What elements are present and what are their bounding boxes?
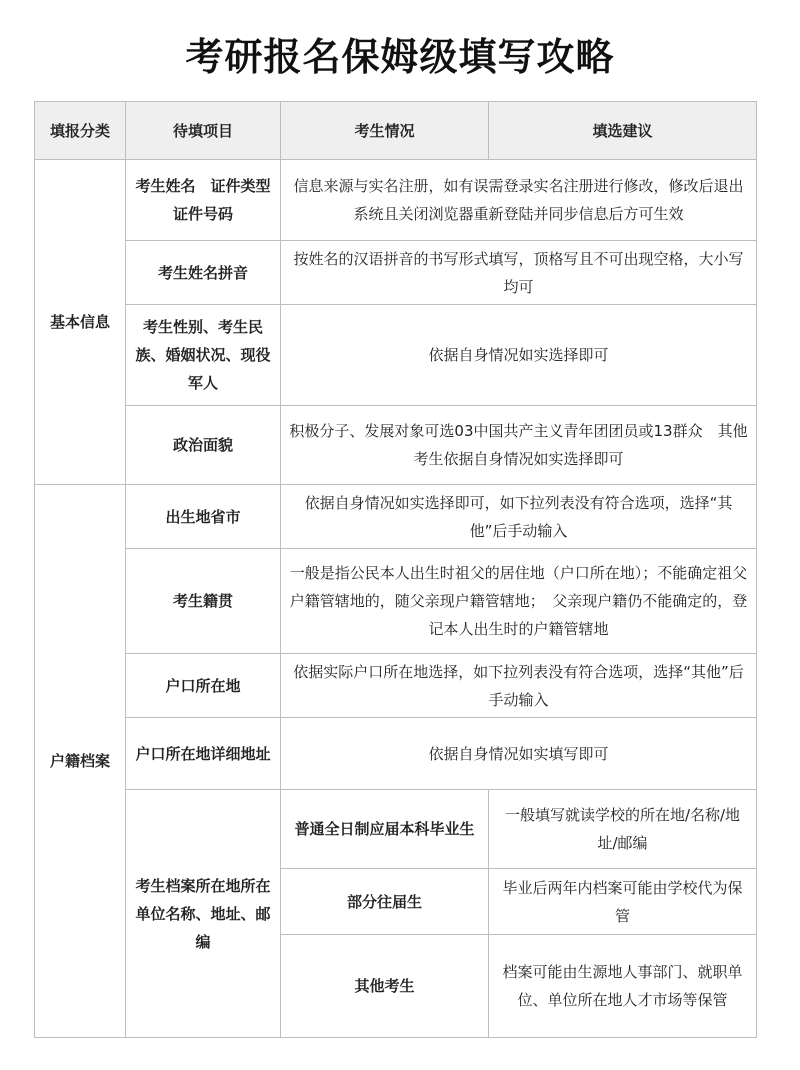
table-row [35,549,757,654]
table-row [35,160,757,241]
desc-name-pinyin: 按姓名的汉语拼音的书写形式填写，顶格写且不可出现空格，大小写均可 [281,241,757,305]
table-row [35,241,757,305]
item-hukou: 户口所在地 [126,654,281,718]
header-situation: 考生情况 [281,102,489,160]
header-advice: 填选建议 [489,102,757,160]
table-row [35,305,757,406]
item-archive-location: 考生档案所在地所在单位名称、地址、邮编 [126,790,281,1038]
table-row [35,406,757,485]
desc-native-place: 一般是指公民本人出生时祖父的居住地（户口所在地）；不能确定祖父户籍管辖地的，随父亲现户籍管辖地； 父亲现户籍仍不能确定的，登记本人出生时的户籍管辖地 [281,549,757,654]
table-row [35,790,757,869]
guide-table [34,101,757,1038]
category-household-archive: 户籍档案 [35,485,126,1038]
desc-name-id: 信息来源与实名注册，如有误需登录实名注册进行修改，修改后退出系统且关闭浏览器重新登陆并同步信息后方可生效 [281,160,757,241]
item-political-status: 政治面貌 [126,406,281,485]
page-title: 考研报名保姆级填写攻略 [185,35,615,79]
advice-fresh-graduate: 一般填写就读学校的所在地/名称/地址/邮编 [489,790,757,869]
desc-birthplace: 依据自身情况如实选择即可，如下拉列表没有符合选项，选择“其他”后手动输入 [281,485,757,549]
table-row [35,718,757,790]
category-basic-info: 基本信息 [35,160,126,485]
table-row [35,485,757,549]
advice-other: 档案可能由生源地人事部门、就职单位、单位所在地人才市场等保管 [489,935,757,1038]
desc-gender-ethnicity: 依据自身情况如实选择即可 [281,305,757,406]
header-row [35,102,757,160]
situation-other: 其他考生 [281,935,489,1038]
item-gender-ethnicity: 考生性别、考生民族、婚姻状况、现役军人 [126,305,281,406]
item-name-id: 考生姓名 证件类型 证件号码 [126,160,281,241]
situation-past-graduate: 部分往届生 [281,869,489,935]
item-birthplace: 出生地省市 [126,485,281,549]
item-native-place: 考生籍贯 [126,549,281,654]
situation-fresh-graduate: 普通全日制应届本科毕业生 [281,790,489,869]
header-item: 待填项目 [126,102,281,160]
item-name-pinyin: 考生姓名拼音 [126,241,281,305]
desc-hukou: 依据实际户口所在地选择，如下拉列表没有符合选项，选择“其他”后手动输入 [281,654,757,718]
table-row [35,654,757,718]
item-hukou-address: 户口所在地详细地址 [126,718,281,790]
header-category: 填报分类 [35,102,126,160]
desc-hukou-address: 依据自身情况如实填写即可 [281,718,757,790]
desc-political-status: 积极分子、发展对象可选03中国共产主义青年团团员或13群众 其他考生依据自身情况如实选择即可 [281,406,757,485]
advice-past-graduate: 毕业后两年内档案可能由学校代为保管 [489,869,757,935]
